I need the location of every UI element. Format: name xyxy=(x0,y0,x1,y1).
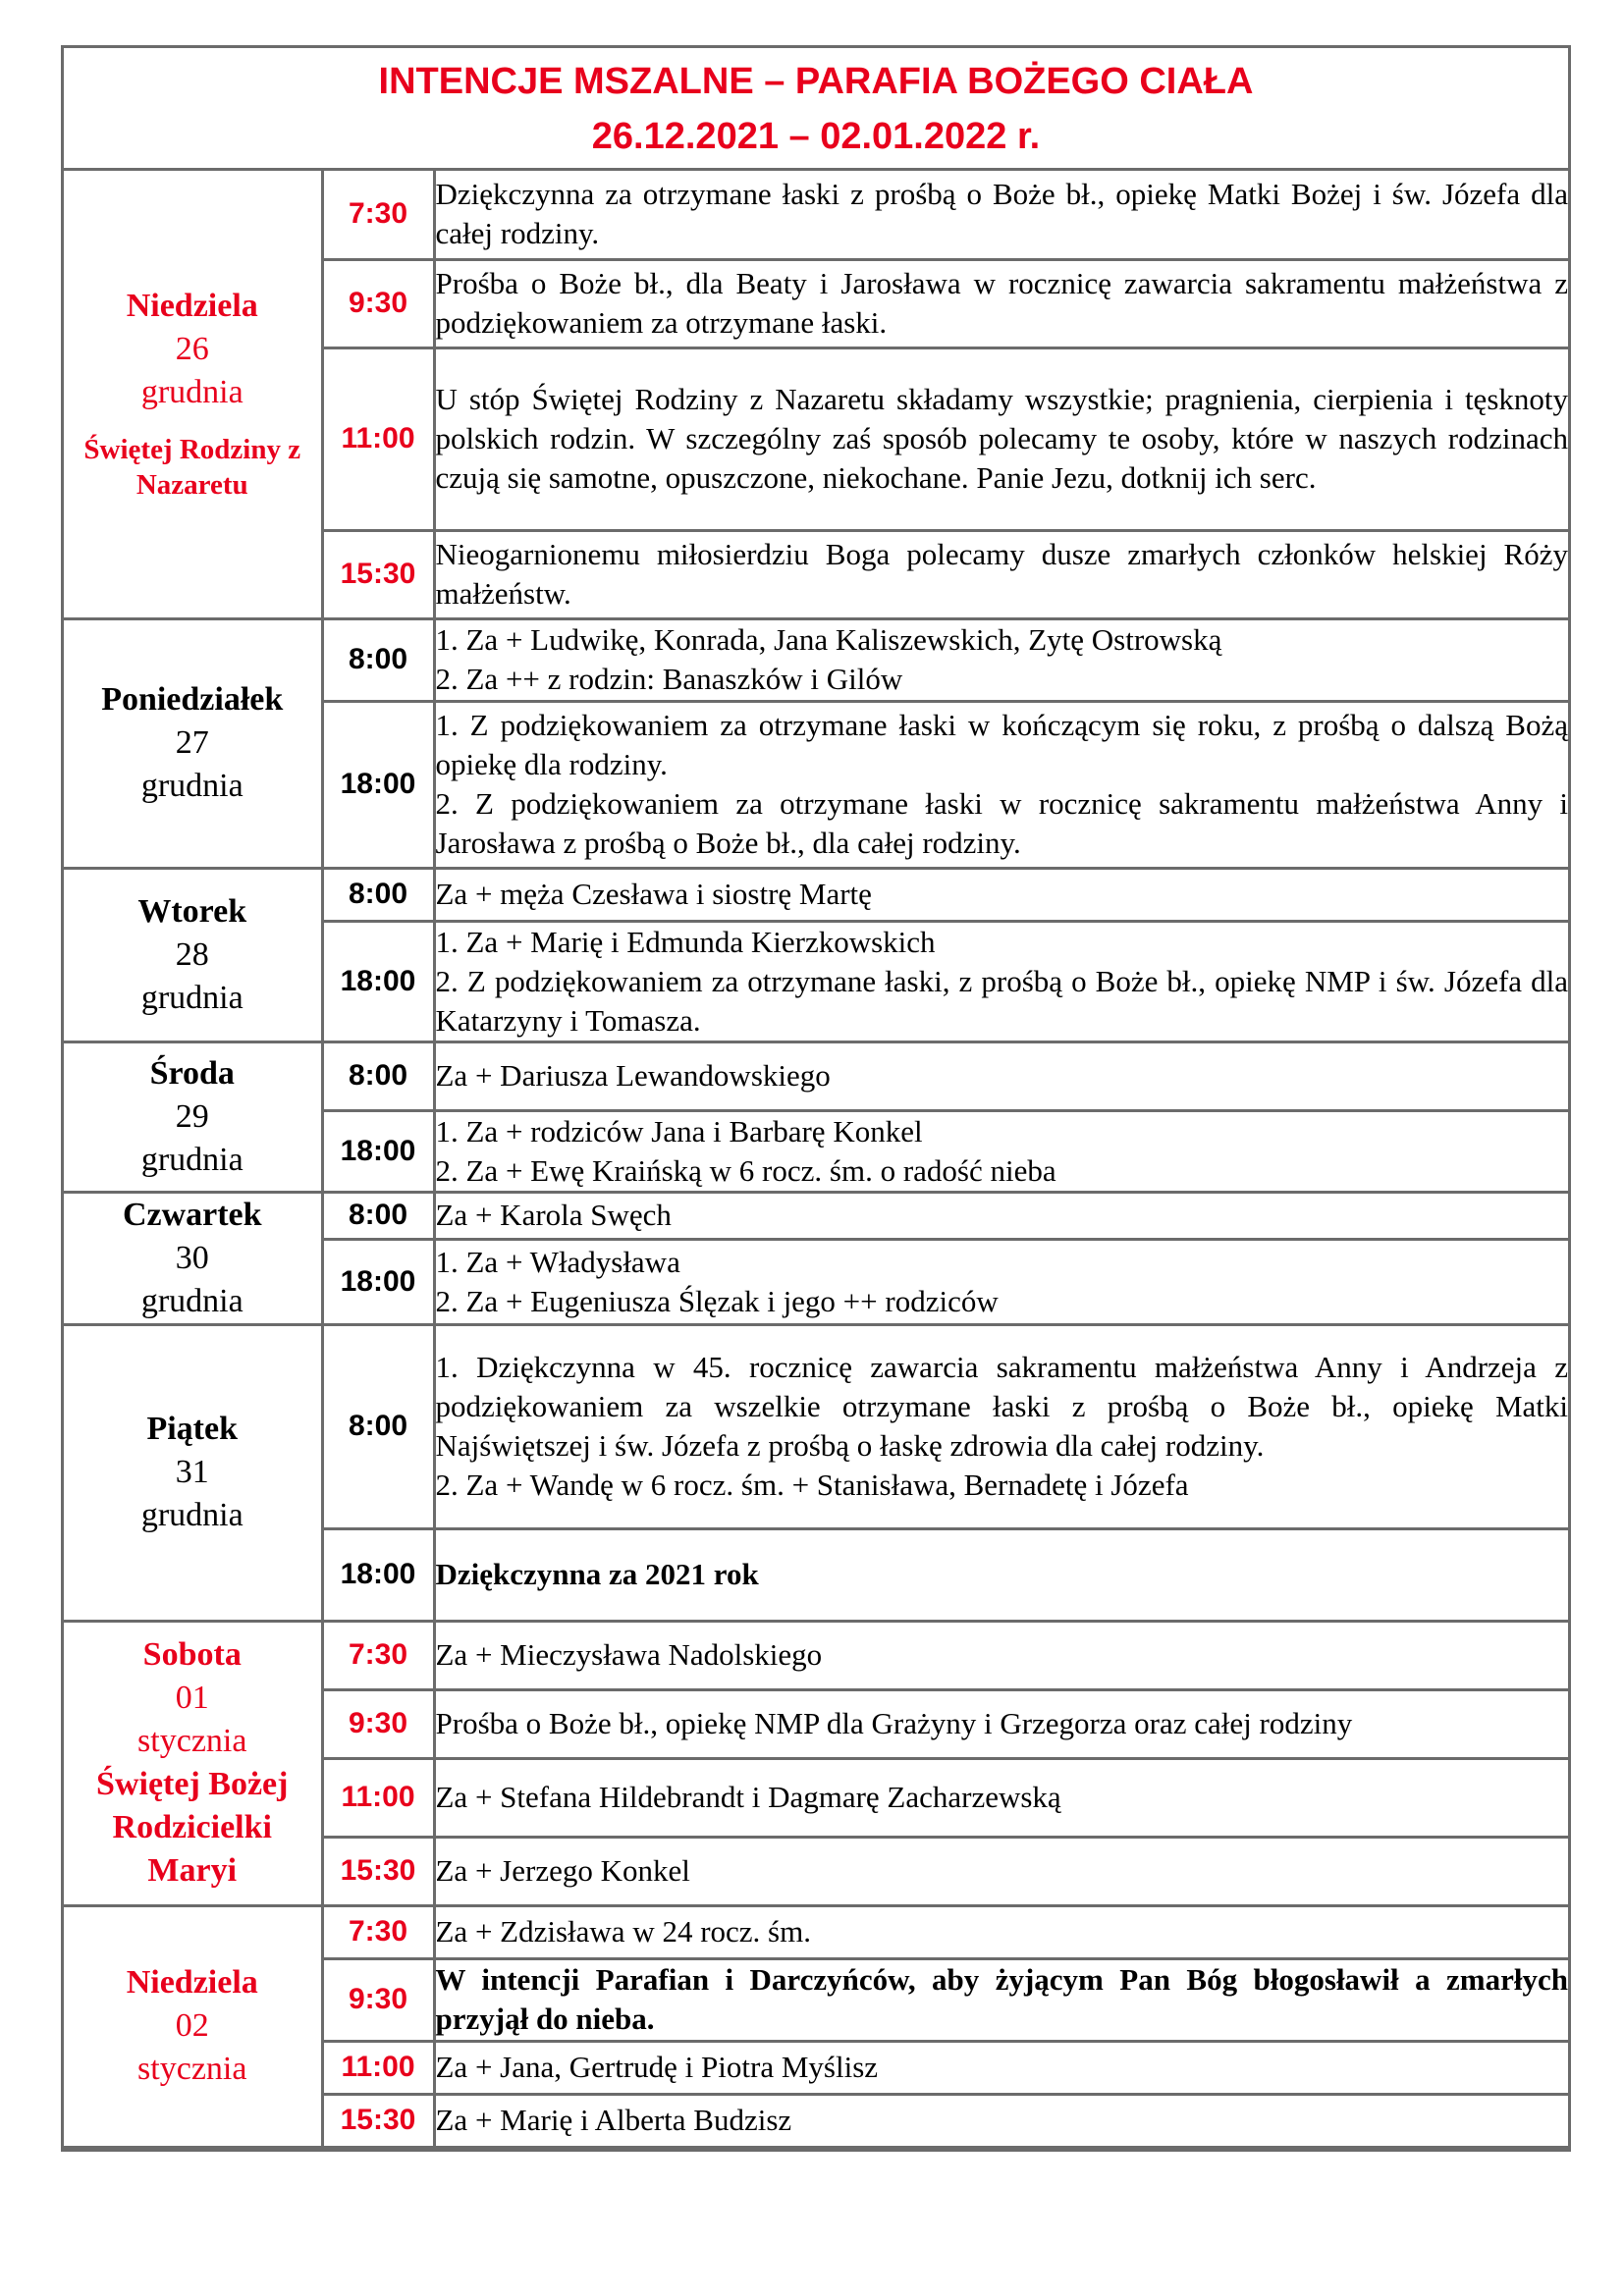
mass-intention xyxy=(434,1958,1568,2041)
mass-time: 7:30 xyxy=(322,1621,434,1689)
day-name: Poniedziałek xyxy=(101,681,284,718)
intention-line: Za + Zdzisława w 24 rocz. śm. xyxy=(435,1914,811,1949)
day-month: grudnia xyxy=(140,979,244,1016)
day-name: Czwartek xyxy=(122,1196,262,1233)
mass-time: 8:00 xyxy=(322,618,434,701)
day-month: stycznia xyxy=(137,2051,247,2087)
intention-line: 1. Za + Ludwikę, Konrada, Jana Kaliszewskich, Zytę Ostrowską xyxy=(435,622,1222,657)
title-line: INTENCJE MSZALNE – PARAFIA BOŻEGO CIAŁA xyxy=(378,61,1254,102)
mass-time: 11:00 xyxy=(322,1758,434,1837)
mass-time: 11:00 xyxy=(322,347,434,530)
intention-line: Dziękczynna za otrzymane łaski z prośbą o Boże bł., opiekę Matki Bożej i św. Józefa dla całej rodziny. xyxy=(435,177,1568,251)
mass-intention xyxy=(434,530,1568,618)
intention-line: Za + Mieczysława Nadolskiego xyxy=(435,1637,823,1672)
mass-intention xyxy=(434,1324,1568,1528)
mass-intention xyxy=(434,618,1568,701)
mass-time: 15:30 xyxy=(322,2094,434,2147)
schedule-table xyxy=(64,171,1568,2149)
intention-line: 2. Za ++ z rodzin: Banaszków i Gilów xyxy=(435,662,903,696)
intention-line: 2. Za + Ewę Kraińską w 6 rocz. śm. o radość nieba xyxy=(435,1152,1056,1188)
mass-intention xyxy=(434,1192,1568,1239)
day-month: stycznia xyxy=(137,1723,247,1759)
mass-intention xyxy=(434,1528,1568,1621)
intention-line: 2. Z podziękowaniem za otrzymane łaski w rocznicę sakramentu małżeństwa Anny i Jarosława z prośbą o Boże bł., dla całej rodziny. xyxy=(435,786,1568,860)
day-number: 28 xyxy=(175,935,209,973)
mass-row xyxy=(64,1324,1568,1528)
intention-line: Za + Stefana Hildebrandt i Dagmarę Zacharzewską xyxy=(435,1780,1061,1814)
intention-line: Za + Marię i Alberta Budzisz xyxy=(435,2103,792,2137)
mass-time: 7:30 xyxy=(322,1905,434,1958)
mass-time: 18:00 xyxy=(322,701,434,868)
mass-time: 8:00 xyxy=(322,1324,434,1528)
day-number: 26 xyxy=(175,331,209,368)
intention-line: 1. Za + rodziców Jana i Barbarę Konkel xyxy=(435,1113,923,1148)
intention-line: U stóp Świętej Rodziny z Nazaretu składamy wszystkie; pragnienia, cierpienia i tęsknoty polskich rodzin. W szczególny zaś sposób polecamy te osoby, które w naszych rodzinach czują się samotne, opuszczone, niekochane. Panie Jezu, dotknij ich serc. xyxy=(435,382,1568,495)
mass-intention xyxy=(434,701,1568,868)
intention-line: Za + Jerzego Konkel xyxy=(435,1853,690,1888)
mass-intention xyxy=(434,1041,1568,1110)
mass-time: 15:30 xyxy=(322,530,434,618)
intention-line: Za + męża Czesława i siostrę Martę xyxy=(435,877,872,911)
day-cell xyxy=(64,1041,322,1192)
mass-intention xyxy=(434,347,1568,530)
day-cell xyxy=(64,618,322,868)
intention-line: 1. Dziękczynna w 45. rocznicę zawarcia sakramentu małżeństwa Anny i Andrzeja z podziękowaniem za wszelkie otrzymane łaski z prośbą o Boże bł., opiekę Matki Najświętszej i św. Józefa z prośbą o łaskę zdrowia dla całej rodziny. xyxy=(435,1350,1568,1463)
mass-intention xyxy=(434,1110,1568,1192)
page-title xyxy=(64,48,1568,171)
mass-time: 15:30 xyxy=(322,1837,434,1905)
day-number: 31 xyxy=(175,1454,209,1490)
intention-line: 2. Z podziękowaniem za otrzymane łaski, z prośbą o Boże bł., opiekę NMP i św. Józefa dla Katarzyny i Tomasza. xyxy=(435,963,1568,1038)
mass-time: 7:30 xyxy=(322,171,434,259)
intention-line: Dziękczynna za 2021 rok xyxy=(435,1557,759,1591)
mass-row xyxy=(64,1905,1568,1958)
day-month: grudnia xyxy=(140,1497,244,1533)
intention-line: 2. Za + Wandę w 6 rocz. śm. + Stanisława, Bernadetę i Józefa xyxy=(435,1468,1189,1502)
intention-line: 1. Z podziękowaniem za otrzymane łaski w kończącym się roku, z prośbą o dalszą Bożą opiekę dla rodziny. xyxy=(435,708,1568,781)
mass-intention xyxy=(434,1621,1568,1689)
mass-intention xyxy=(434,1837,1568,1905)
mass-intention xyxy=(434,1758,1568,1837)
mass-intention xyxy=(434,1905,1568,1958)
day-number: 02 xyxy=(175,2007,209,2044)
day-cell xyxy=(64,868,322,1041)
mass-row xyxy=(64,618,1568,701)
mass-time: 8:00 xyxy=(322,1041,434,1110)
intention-line: Za + Dariusza Lewandowskiego xyxy=(435,1058,831,1093)
intention-line: 1. Za + Władysława xyxy=(435,1244,680,1279)
mass-intention xyxy=(434,868,1568,921)
mass-intention xyxy=(434,921,1568,1041)
mass-row xyxy=(64,1041,1568,1110)
day-name: Niedziela xyxy=(126,288,258,325)
mass-intention xyxy=(434,1239,1568,1324)
day-month: grudnia xyxy=(140,1282,244,1319)
mass-time: 9:30 xyxy=(322,259,434,347)
day-month: grudnia xyxy=(140,768,244,804)
feast-name: Świętej Bożej Rodzicielki Maryi xyxy=(96,1766,289,1889)
day-name: Wtorek xyxy=(137,892,247,930)
day-name: Środa xyxy=(149,1054,235,1092)
day-cell xyxy=(64,1192,322,1324)
day-number: 01 xyxy=(175,1680,209,1716)
day-number: 29 xyxy=(175,1097,209,1135)
mass-intention xyxy=(434,259,1568,347)
intention-line: Za + Karola Swęch xyxy=(435,1198,672,1233)
mass-row xyxy=(64,171,1568,259)
day-cell xyxy=(64,1324,322,1621)
day-cell xyxy=(64,171,322,618)
day-name: Niedziela xyxy=(126,1964,258,2001)
mass-intention xyxy=(434,2041,1568,2094)
mass-row xyxy=(64,1621,1568,1689)
mass-time: 9:30 xyxy=(322,1689,434,1758)
intention-line: Prośba o Boże bł., dla Beaty i Jarosława w rocznicę zawarcia sakramentu małżeństwa z podziękowaniem za otrzymane łaski. xyxy=(435,266,1568,340)
mass-intention xyxy=(434,1689,1568,1758)
day-cell xyxy=(64,1621,322,1905)
mass-time: 18:00 xyxy=(322,1110,434,1192)
intentions-sheet xyxy=(61,45,1571,2152)
mass-row xyxy=(64,1192,1568,1239)
day-number: 27 xyxy=(175,724,209,761)
day-cell xyxy=(64,1905,322,2147)
mass-time: 18:00 xyxy=(322,921,434,1041)
mass-intention xyxy=(434,2094,1568,2147)
intention-line: Za + Jana, Gertrudę i Piotra Myślisz xyxy=(435,2050,879,2084)
mass-time: 8:00 xyxy=(322,1192,434,1239)
date-range: 26.12.2021 – 02.01.2022 r. xyxy=(591,116,1041,157)
mass-time: 11:00 xyxy=(322,2041,434,2094)
mass-time: 18:00 xyxy=(322,1528,434,1621)
day-number: 30 xyxy=(175,1239,209,1276)
feast-name: Świętej Rodziny z Nazaretu xyxy=(83,434,301,502)
day-name: Piątek xyxy=(146,1411,239,1447)
day-name: Sobota xyxy=(142,1636,242,1673)
intention-line: 2. Za + Eugeniusza Ślęzak i jego ++ rodziców xyxy=(435,1283,999,1318)
mass-time: 8:00 xyxy=(322,868,434,921)
mass-time: 18:00 xyxy=(322,1239,434,1324)
mass-time: 9:30 xyxy=(322,1958,434,2041)
intention-line: 1. Za + Marię i Edmunda Kierzkowskich xyxy=(435,924,936,959)
intention-line: Nieogarnionemu miłosierdziu Boga polecamy dusze zmarłych członków helskiej Róży małżeństw. xyxy=(435,537,1568,611)
intention-line: Prośba o Boże bł., opiekę NMP dla Grażyny i Grzegorza oraz całej rodziny xyxy=(435,1706,1353,1740)
mass-intention xyxy=(434,171,1568,259)
mass-row xyxy=(64,868,1568,921)
intention-line: W intencji Parafian i Darczyńców, aby żyjącym Pan Bóg błogosławił a zmarłych przyjął do nieba. xyxy=(435,1962,1568,2036)
day-month: grudnia xyxy=(140,374,244,411)
day-month: grudnia xyxy=(140,1141,244,1178)
